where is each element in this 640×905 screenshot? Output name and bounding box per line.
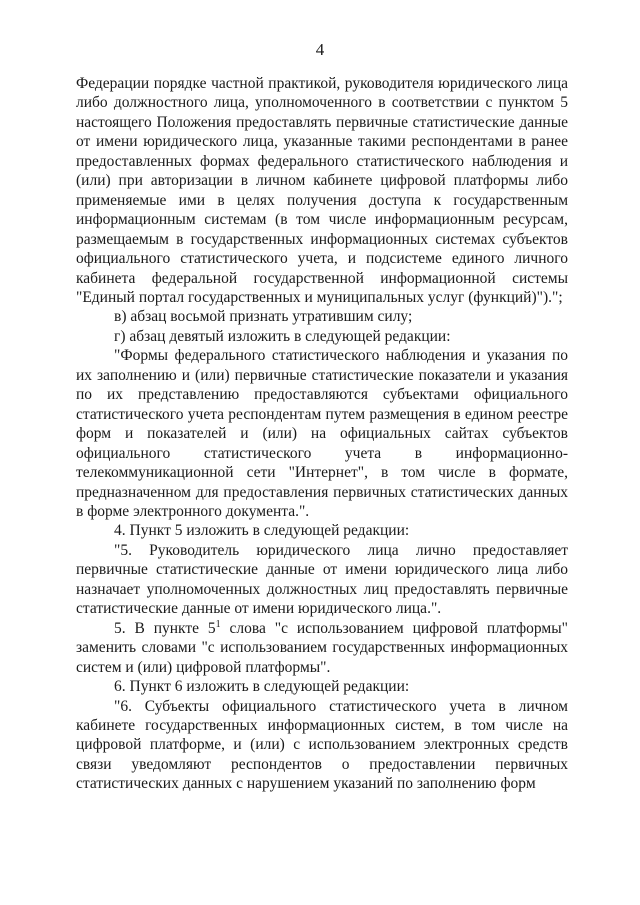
paragraph-item-5: [76, 619, 568, 677]
item-5-text-before: 5. В пункте 5: [114, 619, 216, 637]
page-number: 4: [315, 40, 325, 59]
paragraph-quote-forms: "Формы федерального статистического наблюдения и указания по их заполнению и (или) первичные статистические показатели и указания по их представлению предоставляются субъектами официального статистического учета респондентам путем размещения в едином реестре форм и показателей и (или) на официальных сайтах субъектов официального статистического учета в информационно-телекоммуникационной сети "Интернет", в том числе в формате, предназначенном для предоставления первичных статистических данных в форме электронного документа.".: [76, 347, 568, 520]
paragraph-quote-item-5: "5. Руководитель юридического лица лично предоставляет первичные статистические данные от имени юридического лица либо назначает уполномоченных должностных лиц предоставлять первичные статистические данные от имени юридического лица.".: [76, 541, 568, 618]
paragraph-quote-item-6: "6. Субъекты официального статистического учета в личном кабинете государственных информационных систем, в том числе на цифровой платформе, и (или) с использованием электронных средств связи уведомляют респондентов о предоставлении первичных статистических данных с нарушением указаний по заполнению форм: [76, 697, 568, 793]
document-body: [76, 74, 568, 794]
item-5-superscript: 1: [215, 618, 221, 630]
paragraph-continuation: Федерации порядке частной практикой, руководителя юридического лица либо должностного лица, уполномоченного в соответствии с пунктом 5 настоящего Положения предоставлять первичные статистические данные от имени юридического лица, указанные такими респондентами в ранее предоставленных формах федерального статистического наблюдения и (или) при авторизации в личном кабинете цифровой платформы либо применяемые ими в целях получения доступа к государственным информационным системам (в том числе информационным ресурсам, размещаемым в государственных информационных системах субъектов официального статистического учета, и подсистеме единого личного кабинета федеральной государственной информационной системы "Единый портал государственных и муниципальных услуг (функций)").";: [76, 75, 568, 306]
paragraph-item-6: 6. Пункт 6 изложить в следующей редакции:: [114, 678, 410, 696]
item-5-text-after: слова "с использованием цифровой платформы" заменить словами "с использованием государственных информационных систем и (или) цифровой платформы".: [76, 619, 568, 676]
paragraph-item-4: 4. Пункт 5 изложить в следующей редакции:: [114, 522, 410, 540]
paragraph-clause-g: г) абзац девятый изложить в следующей редакции:: [114, 327, 451, 345]
paragraph-clause-v: в) абзац восьмой признать утратившим силу;: [114, 308, 413, 326]
